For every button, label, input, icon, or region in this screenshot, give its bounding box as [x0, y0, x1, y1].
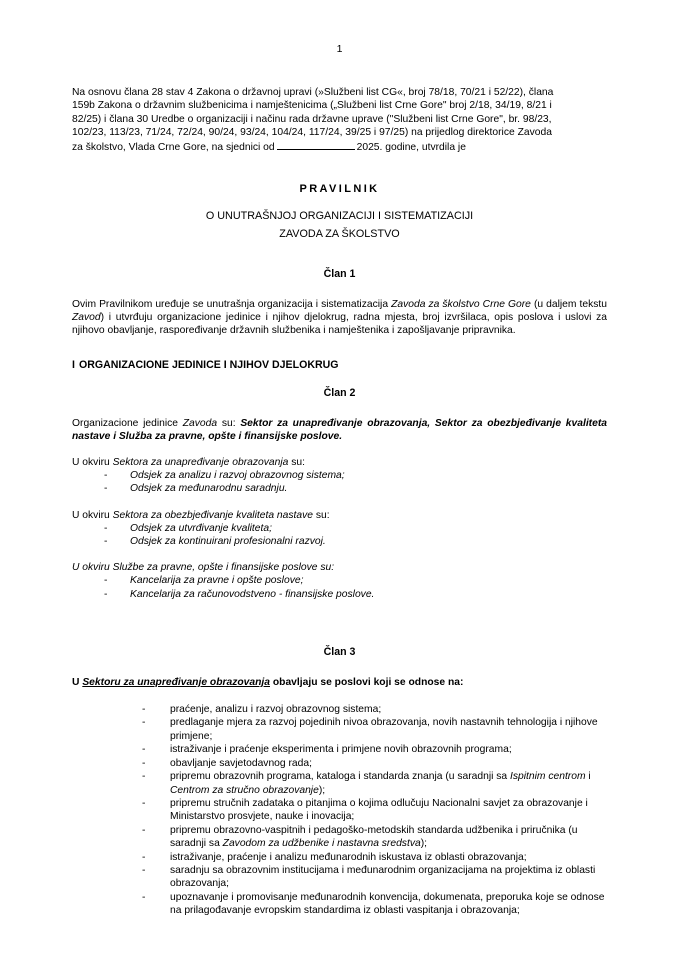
list-item-label: pripremu obrazovno-vaspitnih i pedagoško-metodskih standarda udžbenika i priručnika (u saradnji sa — [170, 824, 578, 850]
list-item — [72, 770, 607, 797]
list-item-conj: i — [585, 771, 591, 783]
list-item-label: Odsjek za kontinuirani profesionalni razvoj. — [130, 536, 326, 548]
list-item-tail: ); — [318, 784, 326, 796]
list-item-label: saradnju sa obrazovnim institucijama i međunarodnim organizacijama na projektima iz oblasti obrazovanja; — [170, 864, 596, 890]
list-item — [72, 588, 607, 601]
article-2-intro-b: su: — [217, 417, 241, 429]
list-item-label: Odsjek za analizu i razvoj obrazovnog sistema; — [130, 470, 345, 482]
list-item — [72, 891, 607, 918]
section-1-label: ORGANIZACIONE JEDINICE I NJIHOV DJELOKRUG — [78, 358, 339, 371]
group-3-lead-b: su: — [317, 562, 335, 574]
article-2-group-3-list — [72, 574, 607, 600]
list-item — [72, 716, 607, 743]
list-item-label: istraživanje, praćenje i analizu međunarodnih iskustava iz oblasti obrazovanja; — [170, 851, 527, 863]
dash-bullet-icon: - — [142, 757, 146, 769]
preamble-line-2: 159b Zakona o državnim službenicima i namještenicima („Službeni list Crne Gore" broj 2/18, 34/19, 8/21 i — [72, 100, 552, 112]
dash-bullet-icon: - — [142, 704, 146, 716]
article-2-group-1-list — [72, 469, 607, 495]
list-item-italic-2: Centrom za stručno obrazovanje — [170, 784, 319, 796]
dash-bullet-icon: - — [142, 824, 146, 836]
date-blank-field[interactable] — [277, 140, 355, 150]
list-item-label: pripremu stručnih zadataka o pitanjima o kojima odlučuju Nacionalni savjet za obrazovanje i Ministarstvo prosvjete, nauke i inovacija; — [170, 797, 588, 823]
document-content — [72, 86, 607, 918]
group-2-lead-italic: Sektora za obezbjeđivanje kvaliteta nastave — [112, 509, 313, 521]
article-2-group-2-lead — [72, 509, 607, 522]
dash-bullet-icon: - — [142, 851, 146, 863]
dash-bullet-icon: - — [104, 536, 108, 548]
group-1-lead-b: su: — [288, 457, 305, 469]
dash-bullet-icon: - — [104, 588, 108, 600]
section-1-heading — [72, 358, 607, 372]
list-item — [72, 522, 607, 535]
article-2-intro-a: Organizacione jedinice — [72, 417, 183, 429]
list-item-label: Kancelarija za računovodstveno - finansijske poslove. — [130, 588, 375, 600]
dash-bullet-icon: - — [142, 744, 146, 756]
group-1-lead-a: U okviru — [72, 457, 113, 469]
article-1-text-c: (u daljem tekstu — [530, 299, 607, 311]
preamble-line-4: 102/23, 113/23, 71/24, 72/24, 90/24, 93/24, 104/24, 117/24, 39/25 i 97/25) na prijedlog direktorice Zavoda — [72, 127, 552, 139]
preamble-line-5-before: za školstvo, Vlada Crne Gore, na sjednici od — [72, 141, 275, 153]
list-item — [72, 574, 607, 587]
document-subtitle-2: ZAVODA ZA ŠKOLSTVO — [279, 228, 400, 241]
article-2-heading: Član 2 — [323, 386, 356, 399]
article-3-lead-u: U — [72, 676, 83, 688]
section-1-numeral: I — [72, 358, 75, 371]
list-item — [72, 757, 607, 770]
list-item — [72, 824, 607, 851]
list-item — [72, 851, 607, 864]
list-item-label: pripremu obrazovnih programa, kataloga i standarda znanja (u saradnji sa — [170, 771, 510, 783]
dash-bullet-icon: - — [104, 483, 108, 495]
preamble-paragraph — [72, 86, 607, 154]
document-title: PRAVILNIK — [299, 183, 380, 196]
dash-bullet-icon: - — [142, 891, 146, 903]
list-item-italic-1: Zavodom za udžbenike i nastavna sredstva — [222, 838, 421, 850]
article-2-intro — [72, 417, 607, 443]
group-2-lead-a: U okviru — [72, 509, 113, 521]
list-item-tail: ); — [420, 838, 427, 850]
list-item-label: praćenje, analizu i razvoj obrazovnog sistema; — [170, 704, 382, 716]
group-3-lead-italic: Službe za pravne, opšte i finansijske poslove — [112, 562, 318, 574]
group-3-lead-a: U okviru — [72, 562, 113, 574]
list-item — [72, 535, 607, 548]
list-item — [72, 469, 607, 482]
list-item — [72, 864, 607, 891]
article-1-heading: Član 1 — [323, 268, 356, 281]
list-item — [72, 797, 607, 824]
article-3-lead-underlined: Sektoru za unapređivanje obrazovanja — [82, 676, 270, 688]
preamble-line-3: 82/25) i člana 30 Uredbe o organizaciji i načinu rada državne uprave ("Službeni list Crne Gore", br. 98/23, — [72, 113, 552, 125]
group-1-lead-italic: Sektora za unapređivanje obrazovanja — [112, 457, 289, 469]
article-2-group-2-list — [72, 522, 607, 548]
article-3-heading: Član 3 — [323, 645, 356, 658]
preamble-line-1: Na osnovu člana 28 stav 4 Zakona o državnoj upravi (»Službeni list CG«, broj 78/18, 70/21 i 52/22), člana — [72, 87, 554, 98]
list-item-label: Kancelarija za pravne i opšte poslove; — [130, 575, 304, 587]
article-1-text-e: ) i utvrđuju organizacione jedinice i njihov djelokrug, radna mjesta, broj izvršilaca, opis poslova i uslovi za njihovo obavljanje, raspoređivanje državnih službenika i namještenika i zapošljavanje pripravnika. — [72, 312, 607, 337]
article-2-intro-italic: Zavoda — [182, 417, 218, 429]
list-item-label: Odsjek za utvrđivanje kvaliteta; — [130, 522, 272, 534]
article-3-list — [72, 703, 607, 918]
article-1-text-a: Ovim Pravilnikom uređuje se unutrašnja organizacija i sistematizacija — [72, 299, 392, 311]
article-1-paragraph — [72, 298, 607, 338]
article-3-lead — [72, 676, 607, 689]
dash-bullet-icon: - — [104, 575, 108, 587]
dash-bullet-icon: - — [142, 864, 146, 876]
document-subtitle-1: O UNUTRAŠNJOJ ORGANIZACIJI I SISTEMATIZACIJI — [205, 210, 474, 223]
article-1-text-b-italic: Zavoda za školstvo Crne Gore — [391, 299, 531, 311]
list-item-label: obavljanje savjetodavnog rada; — [170, 757, 312, 769]
preamble-line-5-after: 2025. godine, utvrdila je — [356, 141, 466, 153]
article-2-intro-bold: Sektor za unapređivanje obrazovanja, Sektor za obezbjeđivanje kvaliteta nastave i Služba za pravne, opšte i finansijske poslove. — [72, 417, 607, 442]
list-item — [72, 743, 607, 756]
article-3-lead-rest: obavljaju se poslovi koji se odnose na: — [270, 676, 464, 688]
dash-bullet-icon: - — [142, 797, 146, 809]
group-2-lead-b: su: — [312, 509, 330, 521]
list-item-label: istraživanje i praćenje eksperimenta i primjene novih obrazovnih programa; — [170, 744, 512, 756]
list-item — [72, 703, 607, 716]
list-item-label: Odsjek za međunarodnu saradnju. — [130, 483, 288, 495]
dash-bullet-icon: - — [142, 771, 146, 783]
article-2-group-1-lead — [72, 456, 607, 469]
preamble-line-5 — [72, 140, 607, 154]
list-item — [72, 482, 607, 495]
page-number: 1 — [336, 43, 343, 55]
dash-bullet-icon: - — [104, 522, 108, 534]
article-1-text-d-italic: Zavod — [72, 312, 101, 324]
article-2-group-3-lead — [72, 561, 607, 574]
list-item-label: predlaganje mjera za razvoj pojedinih nivoa obrazovanja, novih nastavnih tehnologija i njihove primjene; — [170, 717, 598, 742]
dash-bullet-icon: - — [104, 470, 108, 482]
list-item-label: upoznavanje i promovisanje međunarodnih konvencija, dokumenata, preporuka koje se odnose na prilagođavanje evropskim standardima iz oblasti vaspitanja i obrazovanja; — [170, 891, 605, 917]
list-item-italic-1: Ispitnim centrom — [510, 771, 586, 783]
dash-bullet-icon: - — [142, 717, 146, 729]
